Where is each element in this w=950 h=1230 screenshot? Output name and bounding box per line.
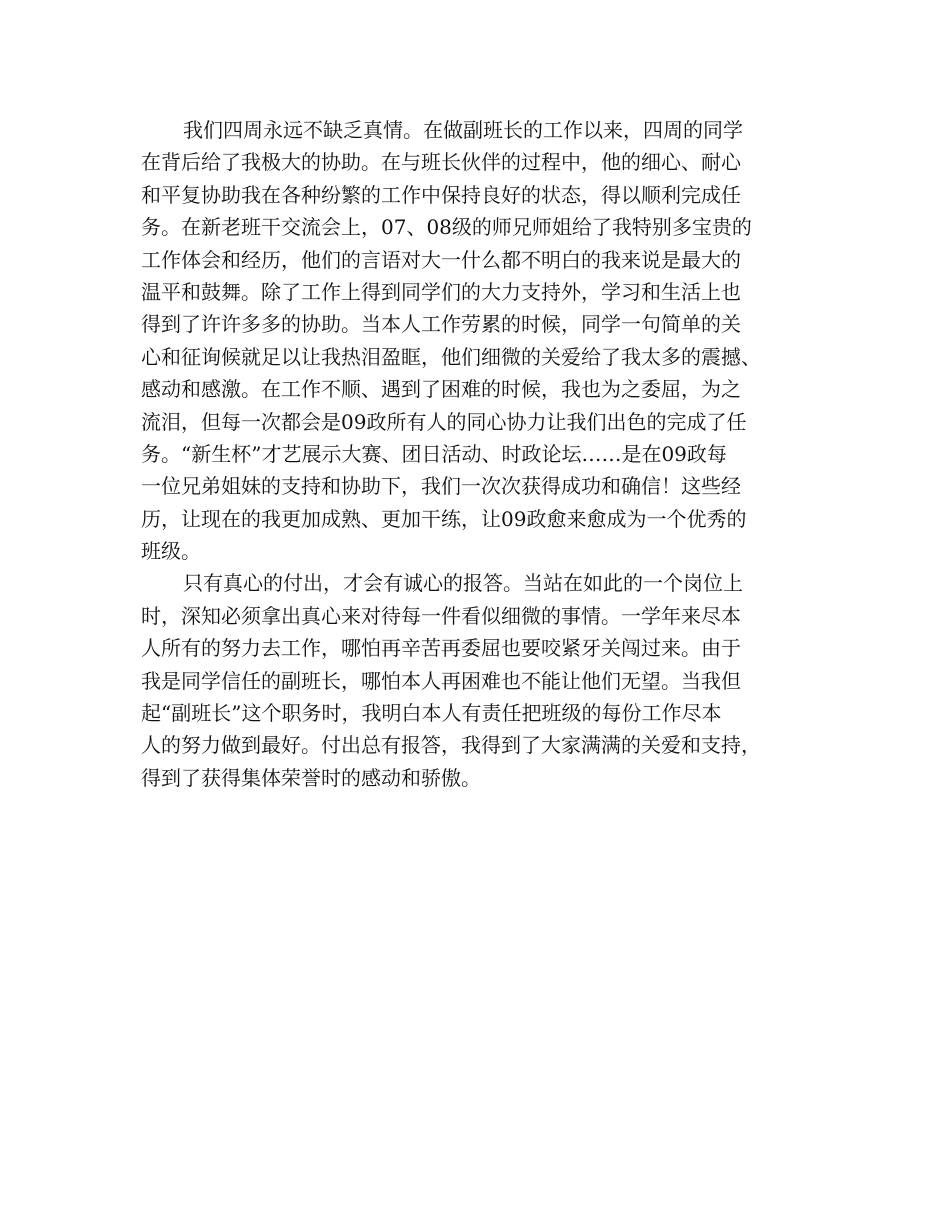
text-line: 务。“新生杯”才艺展示大赛、团日活动、时政论坛……是在09政每 [141,441,727,466]
text-line: 温平和鼓舞。除了工作上得到同学们的大力支持外，学习和生活上也 [141,279,741,304]
document-body [141,114,811,794]
text-line: 得到了许许多多的协助。当本人工作劳累的时候，同学一句简单的关 [141,312,741,337]
text-line: 务。在新老班干交流会上，07、08级的师兄师姐给了我特别多宝贵的 [141,215,752,240]
text-line: 我是同学信任的副班长，哪怕本人再困难也不能让他们无望。当我但 [141,668,741,693]
text-line: 人所有的努力去工作，哪怕再辛苦再委屈也要咬紧牙关闯过来。由于 [141,636,741,661]
text-line: 得到了获得集体荣誉时的感动和骄傲。 [141,765,481,790]
text-line: 只有真心的付出，才会有诚心的报答。当站在如此的一个岗位上 [183,571,743,596]
paragraph-1 [141,114,811,567]
text-line: 一位兄弟姐妹的支持和协助下，我们一次次获得成功和确信！这些经 [141,474,741,499]
text-line: 我们四周永远不缺乏真情。在做副班长的工作以来，四周的同学 [183,118,743,142]
text-line: 和平复协助我在各种纷繁的工作中保持良好的状态，得以顺利完成任 [141,182,741,207]
text-line: 班级。 [141,539,201,564]
text-line: 感动和感激。在工作不顺、遇到了困难的时候，我也为之委屈，为之 [141,377,741,402]
text-line: 在背后给了我极大的协助。在与班长伙伴的过程中，他的细心、耐心 [141,150,741,175]
text-line: 历，让现在的我更加成熟、更加干练，让09政愈来愈成为一个优秀的 [141,506,747,531]
text-line: 人的努力做到最好。付出总有报答，我得到了大家满满的关爱和支持， [141,733,761,758]
text-line: 流泪，但每一次都会是09政所有人的同心协力让我们出色的完成了任 [141,409,747,434]
text-line: 心和征询候就足以让我热泪盈眶，他们细微的关爱给了我太多的震撼、 [141,344,761,369]
text-line: 工作体会和经历，他们的言语对大一什么都不明白的我来说是最大的 [141,247,741,272]
paragraph-2 [141,567,811,794]
text-line: 起“副班长”这个职务时，我明白本人有责任把班级的每份工作尽本 [141,701,722,726]
text-line: 时，深知必须拿出真心来对待每一件看似细微的事情。一学年来尽本 [141,603,741,628]
